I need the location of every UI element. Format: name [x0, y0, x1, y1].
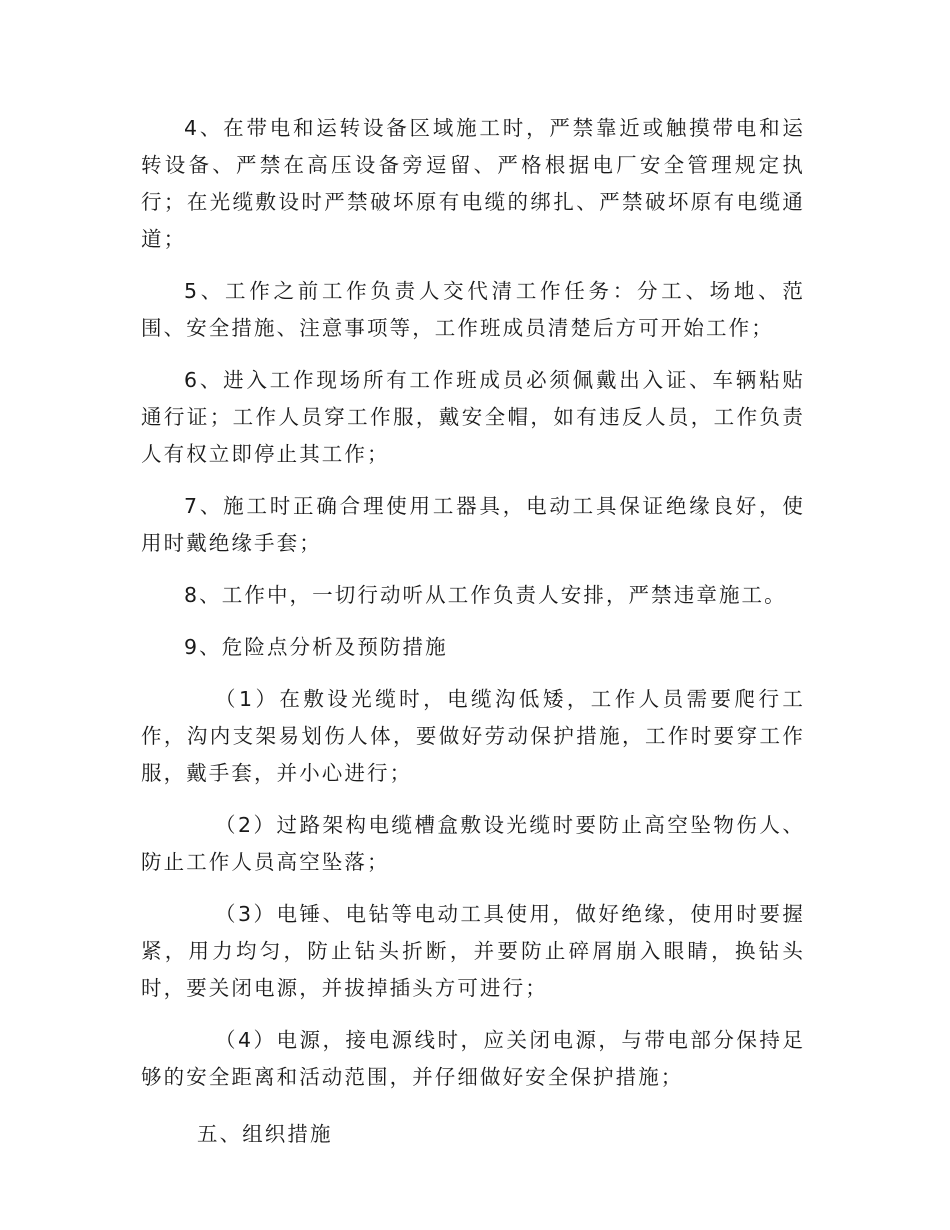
section-heading: 五、组织措施 [197, 1122, 333, 1146]
sub-item-2: （2）过路架构电缆槽盒敷设光缆时要防止高空坠物伤人、防止工作人员高空坠落； [141, 813, 805, 874]
paragraph-item-6: 6、进入工作现场所有工作班成员必须佩戴出入证、车辆粘贴通行证；工作人员穿工作服，戴安全帽，如有违反人员，工作负责人有权立即停止其工作； [141, 368, 805, 466]
paragraph-item-5: 5、工作之前工作负责人交代清工作任务：分工、场地、范围、安全措施、注意事项等，工作班成员清楚后方可开始工作； [141, 279, 805, 340]
document-body [141, 110, 805, 1153]
paragraph-item-4: 4、在带电和运转设备区域施工时，严禁靠近或触摸带电和运转设备、严禁在高压设备旁逗留、严格根据电厂安全管理规定执行；在光缆敷设时严禁破坏原有电缆的绑扎、严禁破坏原有电缆通道； [141, 116, 805, 251]
sub-item-4: （4）电源，接电源线时，应关闭电源，与带电部分保持足够的安全距离和活动范围，并仔细做好安全保护措施； [141, 1028, 805, 1089]
sub-item-3: （3）电锤、电钻等电动工具使用，做好绝缘，使用时要握紧，用力均匀，防止钻头折断，并要防止碎屑崩入眼睛，换钻头时，要关闭电源，并拔掉插头方可进行； [141, 902, 805, 1000]
sub-item-1: （1）在敷设光缆时，电缆沟低矮，工作人员需要爬行工作，沟内支架易划伤人体，要做好劳动保护措施，工作时要穿工作服，戴手套，并小心进行； [141, 687, 805, 785]
paragraph-item-9: 9、危险点分析及预防措施 [184, 635, 448, 659]
paragraph-item-8: 8、工作中，一切行动听从工作负责人安排，严禁违章施工。 [184, 583, 787, 607]
paragraph-item-7: 7、施工时正确合理使用工器具，电动工具保证绝缘良好，使用时戴绝缘手套； [141, 494, 805, 555]
